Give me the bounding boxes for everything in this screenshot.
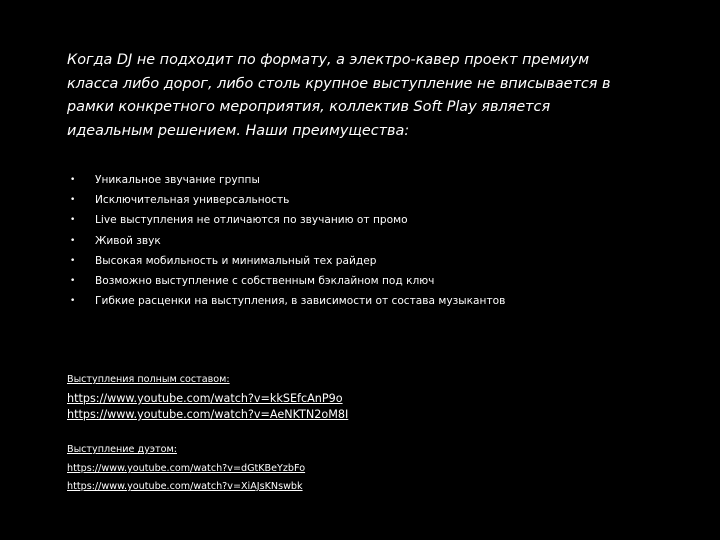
intro-line: класса либо дорог, либо столь крупное выступление не вписывается в <box>67 75 611 92</box>
list-item <box>67 210 687 230</box>
bullet-icon: • <box>70 175 76 185</box>
full-band-links <box>67 391 348 423</box>
bullet-icon: • <box>70 215 76 226</box>
intro-line: рамки конкретного мероприятия, коллектив Soft Play является <box>67 99 551 115</box>
advantages-list <box>67 170 687 311</box>
list-item <box>67 190 687 210</box>
intro-line: идеальным решением. Наши преимущества: <box>67 122 410 139</box>
bullet-icon: • <box>70 296 76 307</box>
list-item-text: Возможно выступление с собственным бэклайном под ключ <box>95 274 435 287</box>
bullet-icon: • <box>70 275 76 286</box>
full-band-video-link[interactable]: https://www.youtube.com/watch?v=AeNKTN2oM8I <box>67 408 349 421</box>
list-item <box>67 291 687 311</box>
intro-line: Когда DJ не подходит по формату, а электро-кавер проект премиум <box>67 52 590 68</box>
bullet-icon: • <box>70 255 76 266</box>
full-band-section <box>67 374 230 385</box>
duet-links <box>67 460 305 496</box>
list-item-text: Уникальное звучание группы <box>95 174 260 186</box>
full-band-video-link[interactable]: https://www.youtube.com/watch?v=kkSEfcAnP9o <box>67 392 343 405</box>
duet-video-link[interactable]: https://www.youtube.com/watch?v=dGtKBeYzbFo <box>67 463 306 474</box>
list-item <box>67 231 687 251</box>
list-item-text: Гибкие расценки на выступления, в зависимости от состава музыкантов <box>95 295 506 308</box>
duet-heading: Выступление дуэтом: <box>67 444 177 455</box>
duet-video-link[interactable]: https://www.youtube.com/watch?v=XiAJsKNswbk <box>67 481 303 492</box>
bullet-icon: • <box>70 235 76 246</box>
list-item-text: Живой звук <box>95 234 161 247</box>
list-item-text: Высокая мобильность и минимальный тех райдер <box>95 254 377 267</box>
bullet-icon: • <box>70 195 76 206</box>
list-item <box>67 170 687 190</box>
duet-section <box>67 444 177 455</box>
full-band-heading: Выступления полным составом: <box>67 374 230 385</box>
list-item-text: Исключительная универсальность <box>95 194 290 207</box>
list-item <box>67 251 687 271</box>
intro-paragraph <box>67 49 657 143</box>
list-item <box>67 271 687 291</box>
list-item-text: Live выступления не отличаются по звучанию от промо <box>95 214 408 227</box>
